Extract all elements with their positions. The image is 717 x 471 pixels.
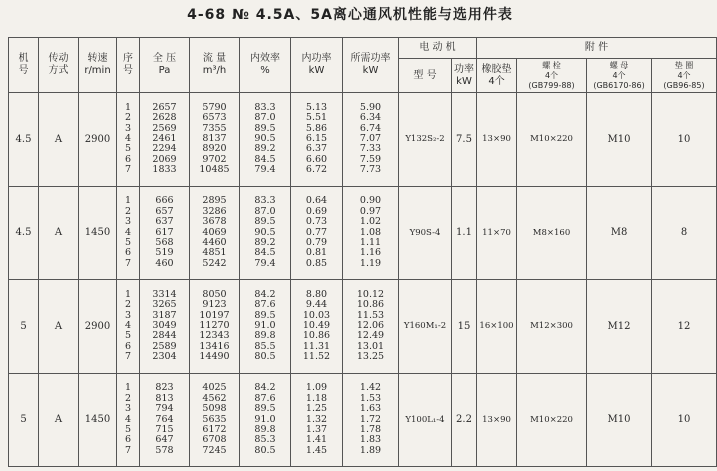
list-item: 4: [124, 133, 132, 145]
list-item: 2569: [152, 122, 177, 134]
list-item: 7.33: [359, 143, 382, 155]
header-accessories: 附 件: [477, 38, 717, 59]
internal-power-list: [291, 373, 343, 467]
nut-cell: M8: [587, 186, 652, 280]
header-drive-mode: 传动 方式: [39, 38, 79, 93]
list-item: 823: [155, 382, 174, 394]
list-item: 657: [155, 205, 174, 217]
list-item: 87.6: [254, 299, 276, 311]
list-item: 3314: [152, 288, 177, 300]
washer-cell: 10: [652, 373, 717, 467]
list-item: 2589: [152, 340, 177, 352]
header-bolt: 螺 栓 4个 (GB799-88): [517, 59, 587, 93]
list-item: 89.5: [254, 403, 276, 415]
list-item: 10.86: [356, 299, 385, 311]
list-item: 89.2: [254, 143, 276, 155]
list-item: 2628: [152, 112, 177, 124]
pressure-list: [140, 373, 190, 467]
list-item: 6172: [202, 423, 227, 435]
required-power-list: [343, 93, 399, 187]
header-total-pressure: 全 压 Pa: [140, 38, 190, 93]
list-item: 10.03: [302, 309, 331, 321]
list-item: 6.37: [305, 143, 328, 155]
required-power-list: [343, 280, 399, 374]
list-item: 8137: [202, 133, 227, 145]
list-item: 6573: [202, 112, 227, 124]
list-item: 5: [124, 143, 132, 155]
list-item: 0.85: [305, 257, 328, 269]
list-item: 9702: [202, 153, 227, 165]
list-item: 83.3: [254, 101, 276, 113]
list-item: 6: [124, 434, 132, 446]
list-item: 5790: [202, 101, 227, 113]
list-item: 1.45: [305, 444, 328, 456]
machine-no-cell: 5: [9, 280, 39, 374]
list-item: 1.63: [359, 403, 382, 415]
list-item: 3286: [202, 205, 227, 217]
list-item: 1.41: [305, 434, 328, 446]
list-item: 647: [155, 434, 174, 446]
list-item: 5098: [202, 403, 227, 415]
list-item: 10197: [199, 309, 230, 321]
list-item: 5.86: [305, 122, 328, 134]
list-item: 3: [124, 309, 132, 321]
list-item: 2895: [202, 195, 227, 207]
list-item: 11.31: [302, 340, 331, 352]
list-item: 7: [124, 164, 132, 176]
list-item: 79.4: [254, 257, 276, 269]
list-item: 1833: [152, 164, 177, 176]
list-item: 90.5: [254, 226, 276, 238]
list-item: 89.8: [254, 423, 276, 435]
list-item: 6: [124, 340, 132, 352]
list-item: 84.5: [254, 247, 276, 259]
list-item: 8920: [202, 143, 227, 155]
list-item: 1.78: [359, 423, 382, 435]
list-item: 85.5: [254, 340, 276, 352]
internal-power-list: [291, 186, 343, 280]
header-machine-no: 机 号: [9, 38, 39, 93]
list-item: 5.90: [359, 101, 382, 113]
list-item: 7.59: [359, 153, 382, 165]
list-item: 519: [155, 247, 174, 259]
list-item: 7: [124, 351, 132, 363]
header-internal-efficiency: 内效率 %: [240, 38, 291, 93]
flow-list: [190, 186, 240, 280]
header-seq: 序 号: [117, 38, 140, 93]
internal-power-list: [291, 93, 343, 187]
list-item: 4: [124, 226, 132, 238]
motor-power-cell: 1.1: [452, 186, 477, 280]
list-item: 91.0: [254, 320, 276, 332]
list-item: 11.53: [356, 309, 385, 321]
list-item: 3678: [202, 216, 227, 228]
list-item: 637: [155, 216, 174, 228]
list-item: 4562: [202, 392, 227, 404]
list-item: 84.5: [254, 153, 276, 165]
list-item: 6.15: [305, 133, 328, 145]
list-item: 11.52: [302, 351, 331, 363]
list-item: 3049: [152, 320, 177, 332]
flow-list: [190, 280, 240, 374]
list-item: 578: [155, 444, 174, 456]
list-item: 4460: [202, 236, 227, 248]
list-item: 1.18: [305, 392, 328, 404]
list-item: 3: [124, 216, 132, 228]
list-item: 6.72: [305, 164, 328, 176]
list-item: 1.19: [359, 257, 382, 269]
nut-cell: M12: [587, 280, 652, 374]
fan-spec-table: [8, 37, 717, 467]
table-row: [9, 186, 717, 280]
header-washer: 垫 圈 4个 (GB96-85): [652, 59, 717, 93]
list-item: 87.6: [254, 392, 276, 404]
efficiency-list: [240, 186, 291, 280]
list-item: 9.44: [305, 299, 328, 311]
list-item: 4025: [202, 382, 227, 394]
list-item: 89.8: [254, 330, 276, 342]
list-item: 85.3: [254, 434, 276, 446]
bolt-cell: M10×220: [517, 93, 587, 187]
washer-cell: 8: [652, 186, 717, 280]
list-item: 7: [124, 444, 132, 456]
list-item: 1.16: [359, 247, 382, 259]
list-item: 568: [155, 236, 174, 248]
list-item: 7355: [202, 122, 227, 134]
drive-mode-cell: A: [39, 373, 79, 467]
list-item: 7.07: [359, 133, 382, 145]
list-item: 89.5: [254, 309, 276, 321]
table-row: [9, 280, 717, 374]
machine-no-cell: 4.5: [9, 93, 39, 187]
list-item: 2: [124, 112, 132, 124]
list-item: 79.4: [254, 164, 276, 176]
bolt-cell: M8×160: [517, 186, 587, 280]
list-item: 89.5: [254, 216, 276, 228]
list-item: 6708: [202, 434, 227, 446]
list-item: 5242: [202, 257, 227, 269]
list-item: 87.0: [254, 112, 276, 124]
list-item: 2844: [152, 330, 177, 342]
list-item: 3: [124, 403, 132, 415]
rubber-pad-cell: 11×70: [477, 186, 517, 280]
list-item: 4: [124, 413, 132, 425]
list-item: 80.5: [254, 351, 276, 363]
list-item: 83.3: [254, 195, 276, 207]
list-item: 715: [155, 423, 174, 435]
list-item: 10485: [199, 164, 230, 176]
header-speed: 转速 r/min: [79, 38, 117, 93]
list-item: 90.5: [254, 133, 276, 145]
list-item: 2304: [152, 351, 177, 363]
bolt-cell: M12×300: [517, 280, 587, 374]
list-item: 5: [124, 236, 132, 248]
list-item: 794: [155, 403, 174, 415]
list-item: 2: [124, 299, 132, 311]
internal-power-list: [291, 280, 343, 374]
motor-power-cell: 15: [452, 280, 477, 374]
efficiency-list: [240, 93, 291, 187]
efficiency-list: [240, 373, 291, 467]
list-item: 5.13: [305, 101, 328, 113]
list-item: 2657: [152, 101, 177, 113]
list-item: 8.80: [305, 288, 328, 300]
list-item: 1: [124, 101, 132, 113]
seq-list: [117, 280, 140, 374]
pressure-list: [140, 186, 190, 280]
washer-cell: 10: [652, 93, 717, 187]
list-item: 4851: [202, 247, 227, 259]
list-item: 5: [124, 423, 132, 435]
list-item: 666: [155, 195, 174, 207]
list-item: 8050: [202, 288, 227, 300]
list-item: 0.79: [305, 236, 328, 248]
list-item: 0.97: [359, 205, 382, 217]
flow-list: [190, 93, 240, 187]
header-internal-power: 内功率 kW: [291, 38, 343, 93]
list-item: 0.64: [305, 195, 328, 207]
list-item: 12343: [199, 330, 230, 342]
list-item: 6.60: [305, 153, 328, 165]
list-item: 13416: [199, 340, 230, 352]
list-item: 1: [124, 288, 132, 300]
list-item: 1.83: [359, 434, 382, 446]
header-motor-model: 型 号: [399, 59, 452, 93]
list-item: 1: [124, 195, 132, 207]
list-item: 7245: [202, 444, 227, 456]
list-item: 764: [155, 413, 174, 425]
list-item: 0.90: [359, 195, 382, 207]
motor-power-cell: 7.5: [452, 93, 477, 187]
machine-no-cell: 5: [9, 373, 39, 467]
seq-list: [117, 373, 140, 467]
list-item: 2: [124, 392, 132, 404]
nut-cell: M10: [587, 93, 652, 187]
list-item: 9123: [202, 299, 227, 311]
nut-cell: M10: [587, 373, 652, 467]
list-item: 6: [124, 153, 132, 165]
list-item: 10.49: [302, 320, 331, 332]
drive-mode-cell: A: [39, 280, 79, 374]
list-item: 813: [155, 392, 174, 404]
list-item: 10.12: [356, 288, 385, 300]
rubber-pad-cell: 16×100: [477, 280, 517, 374]
list-item: 14490: [199, 351, 230, 363]
page-title: 4-68 № 4.5A、5A离心通风机性能与选用件表: [187, 7, 513, 23]
list-item: 84.2: [254, 288, 276, 300]
list-item: 89.2: [254, 236, 276, 248]
list-item: 1.37: [305, 423, 328, 435]
list-item: 13.25: [356, 351, 385, 363]
list-item: 3187: [152, 309, 177, 321]
header-nut: 螺 母 4个 (GB6170-86): [587, 59, 652, 93]
list-item: 1.02: [359, 216, 382, 228]
list-item: 11270: [199, 320, 230, 332]
seq-list: [117, 93, 140, 187]
list-item: 0.77: [305, 226, 328, 238]
list-item: 84.2: [254, 382, 276, 394]
list-item: 80.5: [254, 444, 276, 456]
rubber-pad-cell: 13×90: [477, 93, 517, 187]
list-item: 10.86: [302, 330, 331, 342]
motor-model-cell: Y132S₂-2: [399, 93, 452, 187]
list-item: 4: [124, 320, 132, 332]
list-item: 12.06: [356, 320, 385, 332]
list-item: 0.81: [305, 247, 328, 259]
motor-model-cell: Y100L₁-4: [399, 373, 452, 467]
list-item: 460: [155, 257, 174, 269]
list-item: 4069: [202, 226, 227, 238]
machine-no-cell: 4.5: [9, 186, 39, 280]
list-item: 7.73: [359, 164, 382, 176]
list-item: 5.51: [305, 112, 328, 124]
list-item: 7: [124, 257, 132, 269]
list-item: 1.42: [359, 382, 382, 394]
list-item: 0.73: [305, 216, 328, 228]
header-motor-power: 功率 kW: [452, 59, 477, 93]
header-required-power: 所需功率 kW: [343, 38, 399, 93]
bolt-cell: M10×220: [517, 373, 587, 467]
list-item: 2461: [152, 133, 177, 145]
list-item: 6: [124, 247, 132, 259]
list-item: 0.69: [305, 205, 328, 217]
speed-cell: 1450: [79, 186, 117, 280]
list-item: 1.08: [359, 226, 382, 238]
list-item: 5635: [202, 413, 227, 425]
seq-list: [117, 186, 140, 280]
pressure-list: [140, 280, 190, 374]
flow-list: [190, 373, 240, 467]
list-item: 2294: [152, 143, 177, 155]
header-rubber-pad: 橡胶垫 4个: [477, 59, 517, 93]
list-item: 1.89: [359, 444, 382, 456]
list-item: 5: [124, 330, 132, 342]
list-item: 1.25: [305, 403, 328, 415]
list-item: 1.11: [359, 236, 382, 248]
list-item: 3: [124, 122, 132, 134]
list-item: 6.34: [359, 112, 382, 124]
list-item: 13.01: [356, 340, 385, 352]
required-power-list: [343, 373, 399, 467]
pressure-list: [140, 93, 190, 187]
required-power-list: [343, 186, 399, 280]
speed-cell: 1450: [79, 373, 117, 467]
list-item: 1.53: [359, 392, 382, 404]
motor-model-cell: Y90S-4: [399, 186, 452, 280]
list-item: 12.49: [356, 330, 385, 342]
motor-model-cell: Y160M₁-2: [399, 280, 452, 374]
header-flow: 流 量 m³/h: [190, 38, 240, 93]
list-item: 87.0: [254, 205, 276, 217]
list-item: 1.72: [359, 413, 382, 425]
motor-power-cell: 2.2: [452, 373, 477, 467]
list-item: 91.0: [254, 413, 276, 425]
list-item: 1.09: [305, 382, 328, 394]
list-item: 89.5: [254, 122, 276, 134]
list-item: 617: [155, 226, 174, 238]
speed-cell: 2900: [79, 280, 117, 374]
drive-mode-cell: A: [39, 93, 79, 187]
speed-cell: 2900: [79, 93, 117, 187]
table-row: [9, 93, 717, 187]
washer-cell: 12: [652, 280, 717, 374]
list-item: 2: [124, 205, 132, 217]
list-item: 1: [124, 382, 132, 394]
header-motor: 电 动 机: [399, 38, 477, 59]
list-item: 2069: [152, 153, 177, 165]
list-item: 6.74: [359, 122, 382, 134]
table-row: [9, 373, 717, 467]
efficiency-list: [240, 280, 291, 374]
rubber-pad-cell: 13×90: [477, 373, 517, 467]
list-item: 3265: [152, 299, 177, 311]
list-item: 1.32: [305, 413, 328, 425]
drive-mode-cell: A: [39, 186, 79, 280]
